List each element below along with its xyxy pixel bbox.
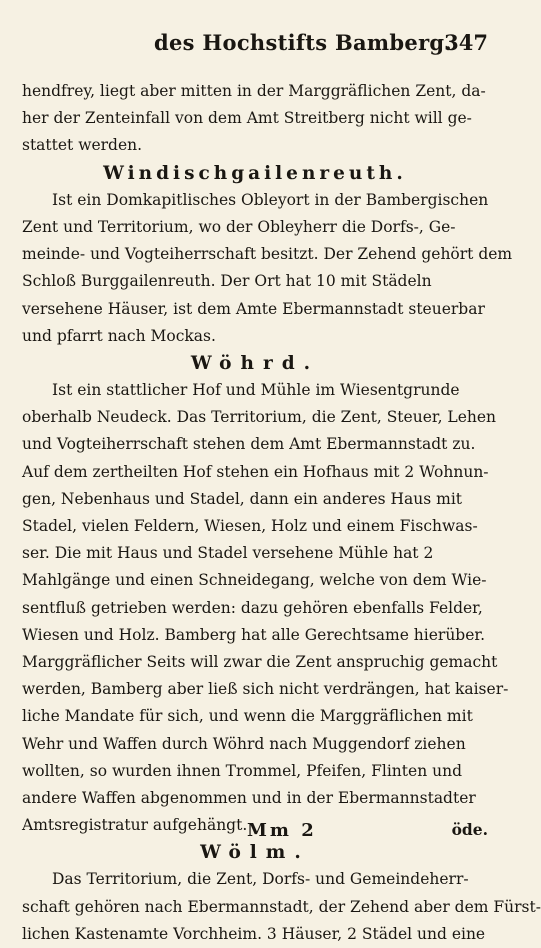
text-line: andere Waffen abgenommen und in der Ebermannstadter [22, 788, 476, 807]
text-line: wollten, so wurden ihnen Trommel, Pfeifen, Flinten und [22, 761, 462, 780]
section-heading-woehrd: Wöhrd. [190, 352, 320, 374]
text-line: ser. Die mit Haus und Stadel versehene Mühle hat 2 [22, 544, 434, 563]
catchword: öde. [451, 820, 488, 839]
page-header [22, 30, 492, 58]
text-line: Das Territorium, die Zent, Dorfs- und Gemeindeherr- [52, 870, 469, 889]
text-line: Ist ein Domkapitlisches Obleyort in der Bambergischen [52, 190, 489, 209]
text-line: gen, Nebenhaus und Stadel, dann ein anderes Haus mit [22, 489, 463, 508]
text-line: Amtsregistratur aufgehängt. [22, 816, 248, 835]
text-line: meinde- und Vogteiherrschaft besitzt. Der Zehend gehört dem [22, 245, 513, 264]
text-line: her der Zenteinfall von dem Amt Streitberg nicht will ge- [22, 109, 472, 128]
text-line: Marggräflicher Seits will zwar die Zent anspruchig gemacht [22, 652, 498, 671]
page-footer [22, 820, 492, 848]
body-text [22, 78, 541, 948]
text-line: Auf dem zertheilten Hof stehen ein Hofhaus mit 2 Wohnun- [22, 462, 489, 481]
text-line: liche Mandate für sich, und wenn die Marggräflichen mit [22, 707, 473, 726]
text-line: hendfrey, liegt aber mitten in der Marggräflichen Zent, da- [22, 82, 486, 100]
text-line: werden, Bamberg aber ließ sich nicht verdrängen, hat kaiser- [22, 680, 509, 699]
text-line: Mahlgänge und einen Schneidegang, welche von dem Wie- [22, 571, 487, 590]
text-line: Zent und Territorium, wo der Obleyherr die Dorfs-, Ge- [22, 217, 456, 236]
text-line: schaft gehören nach Ebermannstadt, der Zehend aber dem Fürst- [22, 897, 541, 916]
book-page [22, 0, 541, 943]
text-line: Schloß Burggailenreuth. Der Ort hat 10 mit Städeln [22, 272, 432, 291]
text-line: versehene Häuser, ist dem Amte Ebermannstadt steuerbar [22, 299, 485, 318]
signature-mark: Mm 2 [247, 820, 317, 841]
text-line: Wiesen und Holz. Bamberg hat alle Gerechtsame hierüber. [22, 625, 486, 644]
text-line: sentfluß getrieben werden: dazu gehören ebenfalls Felder, [22, 598, 483, 617]
text-line: Wehr und Waffen durch Wöhrd nach Muggendorf ziehen [22, 734, 466, 753]
section-heading-woelm: Wölm. [200, 842, 310, 864]
text-line: und Vogteiherrschaft stehen dem Amt Ebermannstadt zu. [22, 435, 476, 454]
page-number: 347 [444, 30, 488, 55]
text-line: lichen Kastenamte Vorchheim. 3 Häuser, 2 Städel und eine [22, 924, 486, 943]
text-line: Stadel, vielen Feldern, Wiesen, Holz und einem Fischwas- [22, 517, 478, 535]
text-line: Ist ein stattlicher Hof und Mühle im Wiesentgrunde [52, 381, 460, 400]
text-line: und pfarrt nach Mockas. [22, 326, 216, 345]
section-heading-windischgailenreuth: Windischgailenreuth. [103, 162, 407, 184]
text-line: oberhalb Neudeck. Das Territorium, die Zent, Steuer, Lehen [22, 408, 497, 427]
text-line: stattet werden. [22, 136, 143, 155]
running-head: des Hochstifts Bamberg. [154, 30, 453, 55]
